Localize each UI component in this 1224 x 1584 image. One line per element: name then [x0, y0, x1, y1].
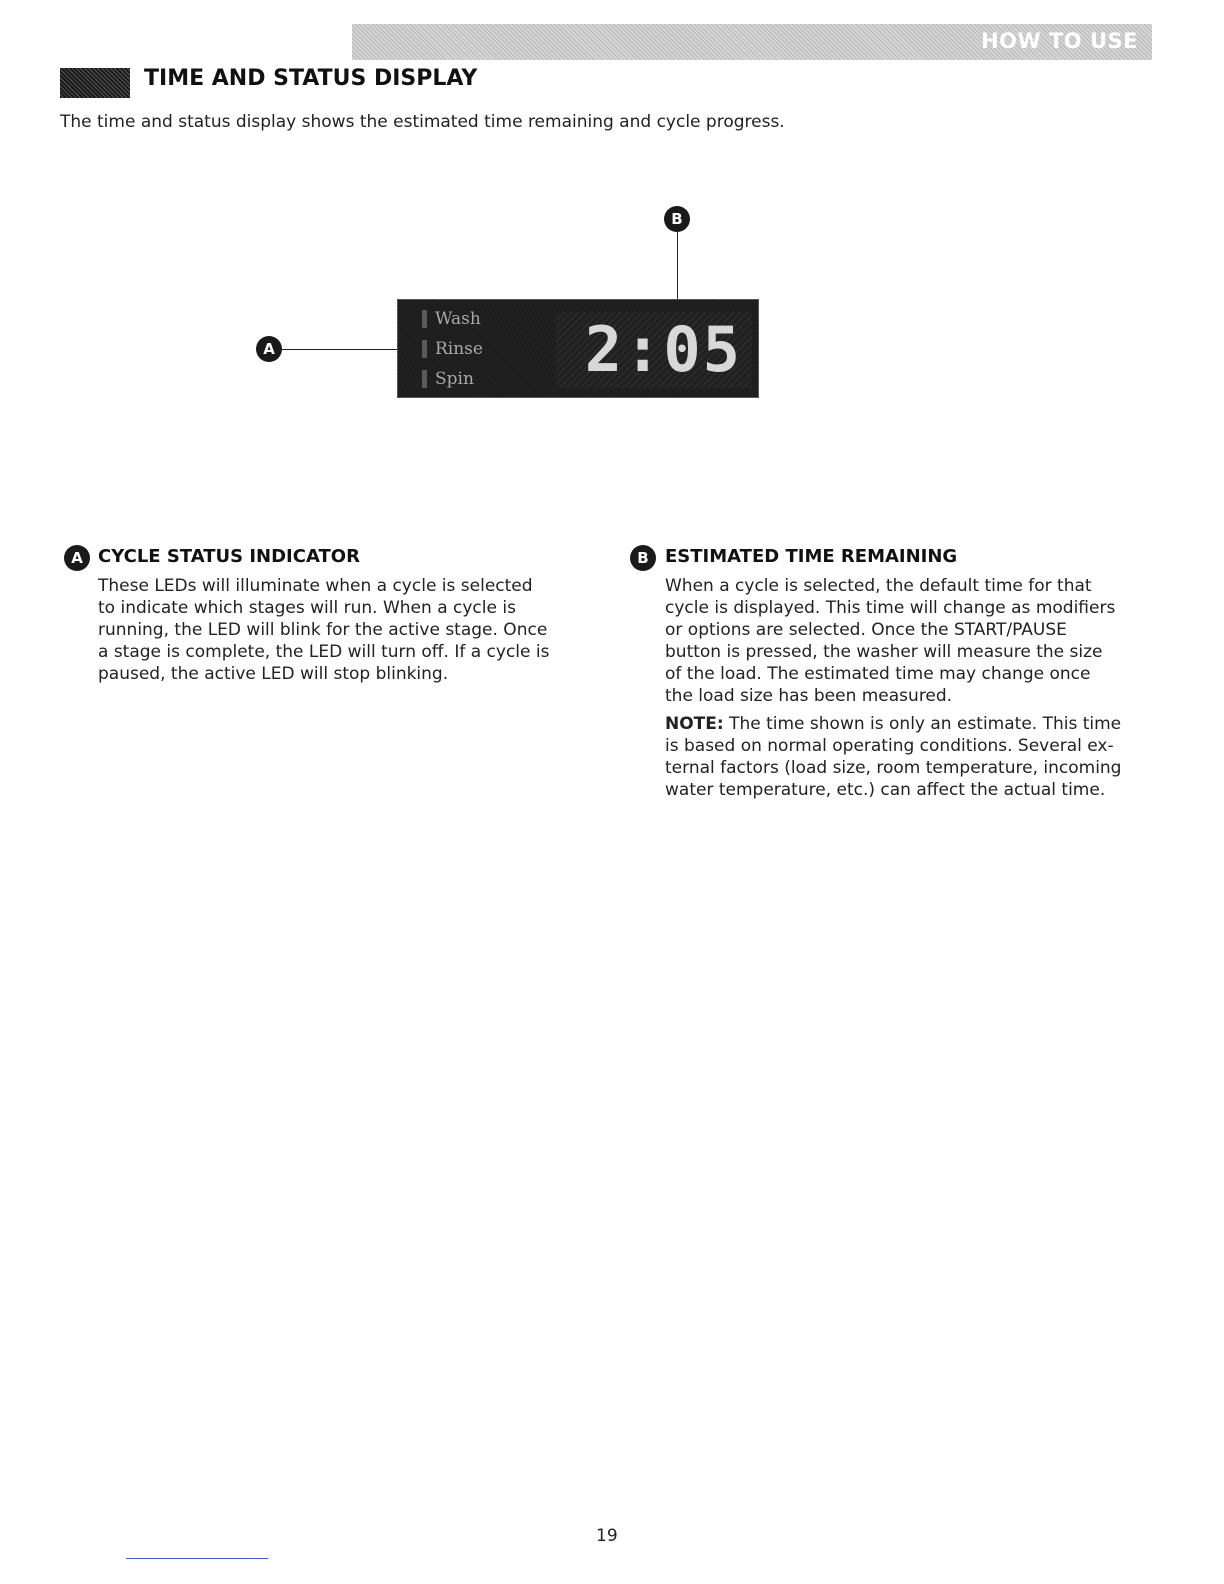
led-indicator: [422, 370, 427, 388]
status-label-spin: Spin: [435, 369, 474, 389]
callout-a-leader: [282, 349, 400, 350]
body-line: a stage is complete, the LED will turn off. If a cycle is: [98, 642, 550, 662]
section-title: TIME AND STATUS DISPLAY: [144, 66, 478, 91]
header-label: HOW TO USE: [981, 29, 1138, 53]
note-line: water temperature, etc.) can affect the actual time.: [665, 780, 1106, 800]
body-line: or options are selected. Once the START/PAUSE: [665, 620, 1067, 640]
callout-b-leader: [677, 232, 678, 299]
note-text: The time shown is only an estimate. This time: [723, 714, 1122, 734]
cycle-status-marker: A: [64, 545, 90, 571]
status-row-wash: [422, 307, 481, 331]
body-line: paused, the active LED will stop blinking.: [98, 664, 449, 684]
body-line: These LEDs will illuminate when a cycle is selected: [98, 576, 533, 596]
time-window: [556, 312, 752, 388]
body-line: When a cycle is selected, the default time for that: [665, 576, 1092, 596]
time-status-display: [397, 299, 759, 398]
note-label: NOTE:: [665, 714, 724, 734]
footer-rule: [126, 1558, 268, 1559]
note-line: is based on normal operating conditions. Several ex-: [665, 736, 1114, 756]
intro-text: The time and status display shows the estimated time remaining and cycle progress.: [60, 112, 785, 132]
status-row-rinse: [422, 337, 483, 361]
note-line: ternal factors (load size, room temperature, incoming: [665, 758, 1122, 778]
led-indicator: [422, 340, 427, 358]
time-readout: 2:05: [584, 313, 742, 386]
body-line: to indicate which stages will run. When a cycle is: [98, 598, 516, 618]
time-remaining-marker: B: [630, 545, 656, 571]
cycle-status-body: [98, 575, 608, 685]
body-line: button is pressed, the washer will measure the size: [665, 642, 1103, 662]
led-indicator: [422, 310, 427, 328]
body-line: cycle is displayed. This time will change as modifiers: [665, 598, 1116, 618]
status-label-rinse: Rinse: [435, 339, 483, 359]
cycle-status-title: CYCLE STATUS INDICATOR: [98, 546, 360, 567]
callout-a-marker: A: [256, 336, 282, 362]
status-label-wash: Wash: [435, 309, 481, 329]
page-number: 19: [596, 1526, 618, 1546]
body-line: the load size has been measured.: [665, 686, 953, 706]
body-line: of the load. The estimated time may change once: [665, 664, 1091, 684]
title-marker-block: [60, 68, 130, 98]
time-remaining-body: [665, 575, 1185, 801]
note-first-line: [665, 713, 1185, 735]
status-row-spin: [422, 367, 474, 391]
body-line: running, the LED will blink for the active stage. Once: [98, 620, 548, 640]
time-remaining-title: ESTIMATED TIME REMAINING: [665, 546, 958, 567]
header-band: [352, 24, 1152, 60]
callout-b-marker: B: [664, 206, 690, 232]
